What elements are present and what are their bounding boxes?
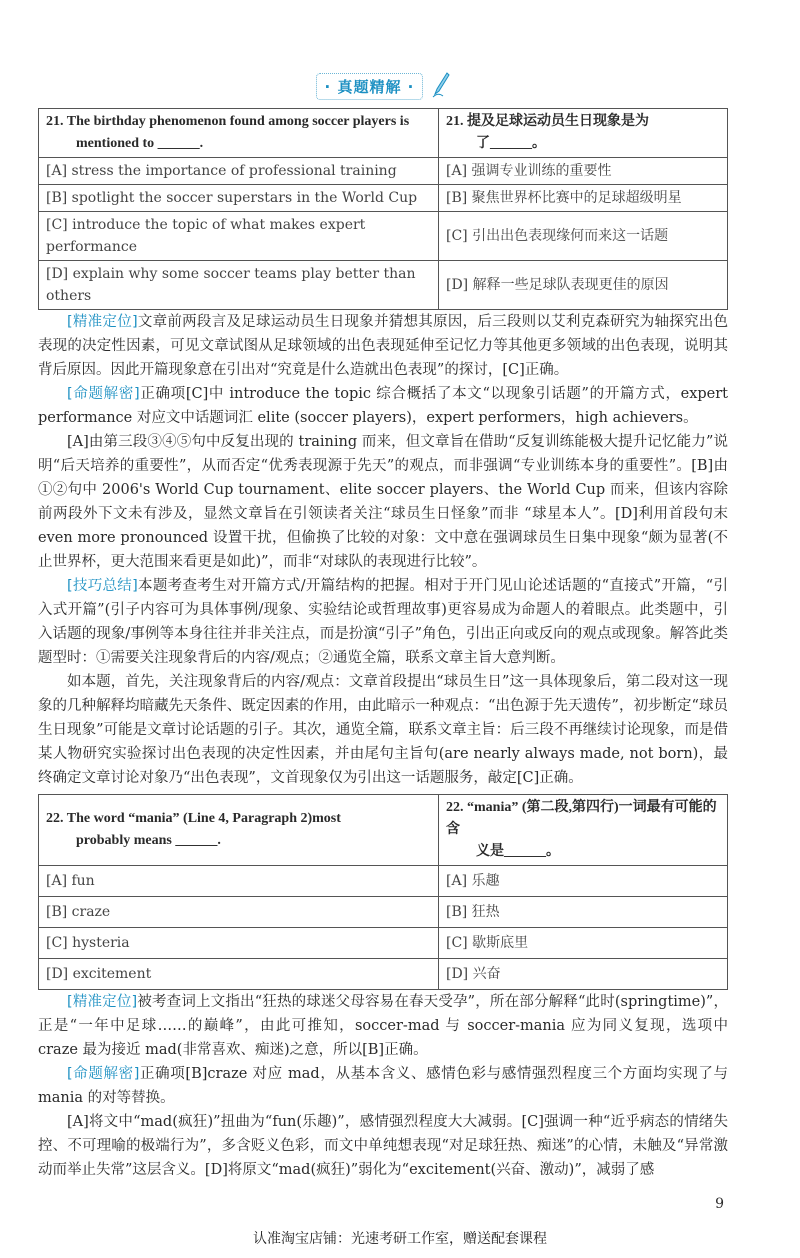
question-21-table (38, 108, 728, 310)
question-22-en: 22. The word “mania” (Line 4, Paragraph 2)most probably means ______. (39, 795, 439, 866)
section-banner (38, 72, 728, 102)
section-label: [命题解密] (67, 386, 140, 402)
option-zh: [D] 解释一些足球队表现更佳的原因 (439, 261, 728, 310)
section-label: [技巧总结] (67, 578, 138, 594)
option-en: [B] craze (39, 897, 439, 928)
option-en: [C] hysteria (39, 928, 439, 959)
option-en: [B] spotlight the soccer superstars in the World Cup (39, 185, 439, 212)
option-zh: [B] 聚焦世界杯比赛中的足球超级明星 (439, 185, 728, 212)
explanation-paragraph (38, 670, 728, 790)
pen-icon (432, 72, 450, 102)
option-zh: [A] 乐趣 (439, 866, 728, 897)
question-22-zh: 22. “mania” (第二段,第四行)一词最有可能的含 义是______。 (439, 795, 728, 866)
section-label: [精准定位] (67, 994, 138, 1010)
option-en: [D] excitement (39, 959, 439, 990)
paragraph-text: 如本题，首先，关注现象背后的内容/观点：文章首段提出“球员生日”这一具体现象后，第二段对这一现象的几种解释均暗藏先天条件、既定因素的作用，由此暗示一种观点：“出色源于先天遗传”，初步断定“球员生日现象”可能是文章讨论话题的引子。其次，通览全篇，联系文章主旨：后三段不再继续讨论现象，而是借某人物研究实验探讨出色表现的决定性因素，并由尾句主旨句(are nearly always made, not born)，最终确定文章讨论对象乃“出色表现”，文首现象仅为引出这一话题服务，敲定[C]正确。 (38, 674, 728, 786)
option-zh: [D] 兴奋 (439, 959, 728, 990)
explanation-paragraph (38, 574, 728, 670)
option-en: [D] explain why some soccer teams play better than others (39, 261, 439, 310)
question-21-en: 21. The birthday phenomenon found among soccer players is mentioned to ______. (39, 109, 439, 158)
explanation-paragraph (38, 382, 728, 430)
option-zh: [C] 引出出色表现缘何而来这一话题 (439, 212, 728, 261)
paragraph-text: 正确项[C]中 introduce the topic 综合概括了本文“以现象引话题”的开篇方式，expert performance 对应文中话题词汇 elite (soccer players)，expert performers，high achievers。 (38, 386, 728, 426)
paragraph-text: 本题考查考生对开篇方式/开篇结构的把握。相对于开门见山论述话题的“直接式”开篇，“引入式开篇”(引子内容可为具体事例/现象、实验结论或哲理故事)更容易成为命题人的着眼点。此类题中，引入话题的现象/事例等本身往往并非关注点，而是扮演“引子”角色，引出正向或反向的观点或现象。解答此类题型时：①需要关注现象背后的内容/观点；②通览全篇，联系文章主旨大意判断。 (38, 578, 728, 666)
question-22-table (38, 794, 728, 990)
paragraph-text: 被考查词上文指出“狂热的球迷父母容易在春天受孕”，所在部分解释“此时(springtime)”，正是“一年中足球……的巅峰”，由此可推知，soccer-mad 与 soccer-mania 应为同义复现，选项中 craze 最为接近 mad(非常喜欢、痴迷)之意，所以[B]正确。 (38, 994, 728, 1058)
option-en: [C] introduce the topic of what makes expert performance (39, 212, 439, 261)
paragraph-text: 文章前两段言及足球运动员生日现象并猜想其原因，后三段则以艾利克森研究为轴探究出色表现的决定性因素，可见文章试图从足球领域的出色表现延伸至记忆力等其他更多领域的出色表现，说明其背后原因。因此开篇现象意在引出对“究竟是什么造就出色表现”的探讨，[C]正确。 (38, 314, 728, 378)
page-number: 9 (715, 1196, 724, 1212)
option-en: [A] stress the importance of professional training (39, 158, 439, 185)
option-zh: [A] 强调专业训练的重要性 (439, 158, 728, 185)
option-zh: [B] 狂热 (439, 897, 728, 928)
paragraph-text: [A]将文中“mad(疯狂)”扭曲为“fun(乐趣)”，感情强烈程度大大减弱。[C]强调一种“近乎病态的情绪失控、不可理喻的极端行为”，多含贬义色彩，而文中单纯想表现“对足球狂热、痴迷”的心情，未触及“异常激动而举止失常”这层含义。[D]将原文“mad(疯狂)”弱化为“excitement(兴奋、激动)”，减弱了感 (38, 1114, 728, 1178)
explanation-paragraph (38, 310, 728, 382)
section-title: · 真题精解 · (316, 73, 424, 100)
option-zh: [C] 歇斯底里 (439, 928, 728, 959)
paragraph-text: 正确项[B]craze 对应 mad，从基本含义、感情色彩与感情强烈程度三个方面均实现了与 mania 的对等替换。 (38, 1066, 728, 1106)
option-en: [A] fun (39, 866, 439, 897)
footer-text: 认准淘宝店铺：光速考研工作室，赠送配套课程 (253, 1231, 547, 1247)
explanation-paragraph (38, 1110, 728, 1182)
explanation-paragraph (38, 430, 728, 574)
section-label: [命题解密] (67, 1066, 140, 1082)
question-21-zh: 21. 提及足球运动员生日现象是为 了______。 (439, 109, 728, 158)
paragraph-text: [A]由第三段③④⑤句中反复出现的 training 而来，但文章旨在借助“反复训练能极大提升记忆能力”说明“后天培养的重要性”，从而否定“优秀表现源于先天”的观点，而非强调“专业训练本身的重要性”。[B]由①②句中 2006's World Cup tournament、elite soccer players、the World Cup 而来，但该内容除前两段外下文未有涉及，显然文章旨在引领读者关注“球员生日怪象”而非 “球星本人”。[D]利用首段句末 even more pronounced 设置干扰，但偷换了比较的对象：文中意在强调球员生日集中现象“颇为显著(不止世界杯，更大范围来看更是如此)”，而非“对球队的表现进行比较”。 (38, 434, 728, 570)
explanation-paragraph (38, 1062, 728, 1110)
explanation-paragraph (38, 990, 728, 1062)
section-label: [精准定位] (67, 314, 138, 330)
